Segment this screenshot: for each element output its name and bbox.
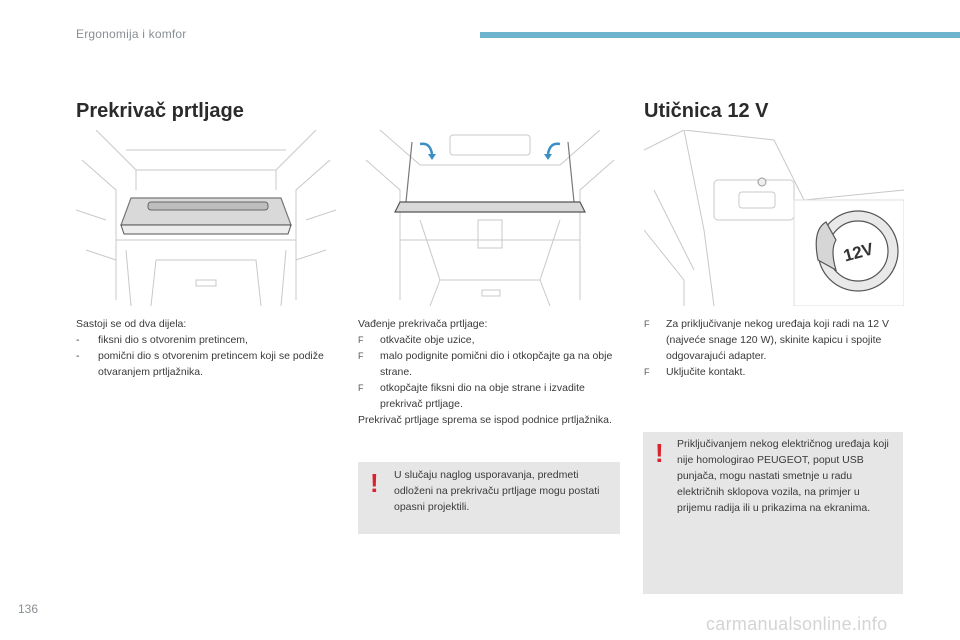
cover-intro: Sastoji se od dva dijela: <box>76 318 187 330</box>
socket-warning-box <box>643 432 903 594</box>
page-number: 136 <box>18 602 39 616</box>
socket-illustration <box>644 130 904 306</box>
step-marker-icon: F <box>358 351 364 361</box>
watermark: carmanualsonline.info <box>706 614 888 634</box>
list-item: F malo podignite pomični dio i otkopčajte ga na obje strane. <box>358 350 613 378</box>
socket-heading: Utičnica 12 V <box>644 100 769 122</box>
warning-icon: ! <box>370 468 379 498</box>
cover-warning-text: U slučaju naglog usporavanja, predmeti odloženi na prekrivaču prtljage mogu postati opasni projektili. <box>394 469 600 513</box>
step-marker-icon: F <box>358 383 364 393</box>
cover-description <box>76 316 336 380</box>
chapter-title: Ergonomija i komfor <box>76 27 187 41</box>
luggage-cover-illustration <box>76 130 336 306</box>
step-marker-icon: F <box>644 319 650 329</box>
removal-intro: Vađenje prekrivača prtljage: <box>358 318 488 330</box>
socket-12v-label: 12V <box>841 239 876 266</box>
list-item: F Uključite kontakt. <box>644 366 746 378</box>
cover-warning-box <box>358 462 620 534</box>
list-item: F otkvačite obje uzice, <box>358 334 475 346</box>
cover-removal-instructions <box>358 316 620 428</box>
warning-icon: ! <box>655 438 664 468</box>
socket-warning-text: Priključivanjem nekog električnog uređaja koji nije homologirao PEUGEOT, poput USB punjača, mogu nastati smetnje u radu električnih sklopova vozila, na primjer u prijemu radija ili u prikazima na ekranima. <box>677 438 889 514</box>
step-marker-icon: F <box>644 367 650 377</box>
list-item: F Za priključivanje nekog uređaja koji radi na 12 V (najveće snage 120 W), skinite kapicu i spojite odgovarajući adapter. <box>644 318 889 362</box>
cover-removal-illustration <box>360 130 620 306</box>
removal-outro: Prekrivač prtljage sprema se ispod podnice prtljažnika. <box>358 414 612 426</box>
header-accent-bar <box>480 32 960 38</box>
list-item: - fiksni dio s otvorenim pretincem, <box>76 334 248 346</box>
step-marker-icon: F <box>358 335 364 345</box>
luggage-cover-heading: Prekrivač prtljage <box>76 100 244 122</box>
list-item: - pomični dio s otvorenim pretincem koji se podiže otvaranjem prtljažnika. <box>76 350 324 378</box>
list-item: F otkopčajte fiksni dio na obje strane i izvadite prekrivač prtljage. <box>358 382 585 410</box>
socket-instructions <box>644 316 904 380</box>
